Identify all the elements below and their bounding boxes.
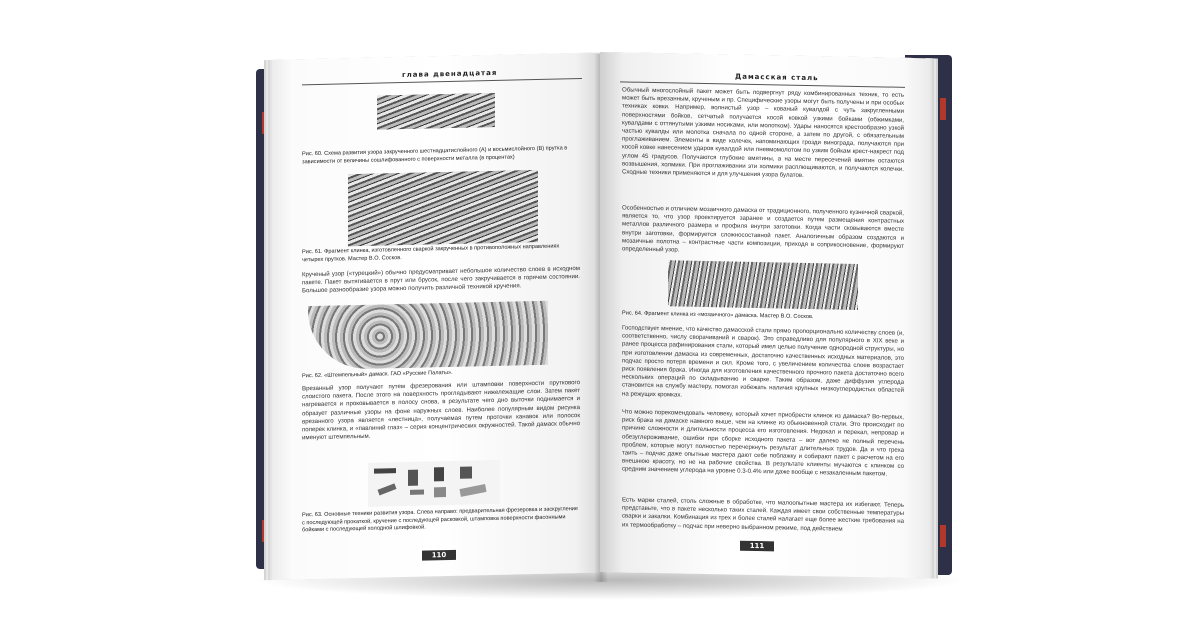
tools-illustration [368,460,500,507]
figure-63-caption: Рис. 63. Основные техники развития узора. Слева направо: предварительная фрезеровка и заскругление с последующей прокаткой, кручение с последующей расковкой, штамповка поверхности фасонными бойками с последующей холодной шлифовкой. [302,506,579,534]
figure-60-caption: Рис. 60. Схема развития узора закрученного шестнадцатислойного (А) и восьмислойного (В) прутка в зависимости от величины сошлифованного с поверхности металла (в процентах) [302,145,568,165]
figure-64-caption: Рис. 64. Фрагмент клинка из «мозаичного» дамаска. Мастер В.О. Сосков. [622,310,814,321]
header-rule [302,78,582,85]
cover-red-band [262,520,268,542]
figure-61-caption: Рис. 61. Фрагмент клинка, изготовленного сваркой закрученных в противоположных направлениях четырех прутков. Мастер В.О. Сосков. [302,243,560,263]
figure-61-image [348,170,538,246]
right-page [600,52,930,578]
paragraph-steel-grades: Есть марки сталей, столь сложные в обработке, что малоопытные мастера их избегают. Теперь представьте, что в пакете несколько таких сталей. Каждая имеет свои собственные температуры сварки и закалки. Комбинация из трех и более сталей налагает еще более жесткие требования на их термообработку – подчас при неверно выбранном режиме, под действием [622,496,904,533]
paragraph-quality-layers: Господствует мнение, что качество дамасской стали прямо пропорционально количеству слоев (и, соответственно, числу сворачиваний и сварок). Это справедливо для популярного в XIX веке и ранее процесса рафинирования стали, который имел целью получение однородной структуры, но при изготовлении дамаска из современных, достаточно качественных исходных материалов, это подчас просто потеря времени и сил. Кроме того, с увеличением количества слоев возрастает риск появления брака. Иногда для изготовления качественного прочного пакета достаточно всего нескольких операций по складыванию и сварке. Таким образом, даже диффузия углерода становится на службу мастеру, помогая избежать наличия крупных низкоуглеродистых областей на режущих кромках. [622,324,904,399]
cover-red-band [940,98,946,120]
page-number-left: 110 [422,550,456,561]
paragraph-twisted-pattern: Крученый узор («турецкий») обычно предусматривает небольшое количество слоев в исходном пакете. Пакет вытягивается в прут или брусок, после чего закручивается в горячем состоянии. Большое разнообразие узора можно получить различной техникой кручения. [302,265,580,295]
paragraph-engraved-pattern: Врезанный узор получают путем фрезерования или штамповки поверхности пруткового слоистого пакета. После этого на поверхность проглядывают нижележащие слои. Затем пакет нагревается и проковывается в полосу снова, в результате чего дно выточки поднимается и образует различные узоры на фоне наружных слоев. Наиболее популярным видом рисунка врезанного узора является «лестница», получаемая путем проточки канавок или полосок поперек клинка, и «павлиний глаз» – серия концентрических окружностей. Такой дамаск обычно именуют штемпельным. [302,379,580,442]
running-head-left: глава двенадцатая [402,68,498,80]
figure-63-image [368,460,500,507]
left-page [272,53,602,580]
paragraph-buying-advice: Что можно порекомендовать человеку, который хочет приобрести клинок из дамаска? Во-первых, риск брака на дамаске намного выше, чем на клинке из обыкновенной стали. Это происходит по причине сложности и длительности процесса его изготовления. Недокал и перекал, непровар и обезуглероживание, ошибки при сборке исходного пакета – вот далеко не полный перечень проблем, которые могут полностью перечеркнуть результат длительных трудов. Да и что греха таить – подчас даже опытные мастера дают себе поблажку и собирают пакет с расчетом на его внешнюю красоту, но не на рабочие свойства. В результате клиенты мучаются с клинком со средним значением углерода на уровне 0.3-0.4% или даже вообще с незакаленным пакетом. [622,408,904,478]
paragraph-mosaic-damask: Особенностью и отличием мозаичного дамаска от традиционного, полученного кузнечной сваркой, является то, что узор проектируется заранее и создается путем размещения контрастных металлов различного размера и профиля внутри заготовки. Когда части сковываются вместе внутри заготовки, формируется сложносоставной пакет. Аналогичным образом создаются и мозаичные полотна – контрастные части композиции, приходя в соприкосновение, формируют определенный узор. [622,204,904,254]
figure-60-image [377,93,495,130]
figure-64-image [668,260,858,310]
cover-red-band [940,525,946,547]
paragraph-multilayer-package: Обычный многослойный пакет может быть подвергнут ряду комбинированных техник, то есть может быть врезанным, крученым и пр. Специфические узоры могут быть получены и при особых техниках ковки. Например, волнистый узор – кованый кувалдой с чуть закругленными поверхностями бойков, сетчатый получается косой ковкой узкими бойками (обжимками, кувалдами с оттянутыми узкими носиками, или молотком). Удары наносятся крестообразно узкой частью кувалды или молотка сначала по одной стороне, а затем по другой, с обязательным проглаживанием. Элементы в виде колечек, напоминающих грозди винограда, получаются при косой ковке нанесением ударов кувалдой или пневмомолотом по узким бойкам крест-накрест под углом 45 градусов. Получаются глубокие вмятины, а на месте пересечений вмятин остаются возвышения, холмики. При проглаживании эти холмики расплющиваются, и получаются колечки. Сходные техники применяются и для улучшения узора булатов. [622,86,904,179]
cover-red-band [262,112,268,134]
figure-62-image [308,301,548,370]
page-number-right: 111 [740,541,774,552]
figure-62-caption: Рис. 62. «Штемпельный» дамаск. ГАО «Русские Палаты». [302,369,453,380]
running-head-right: Дамасская сталь [735,72,819,83]
